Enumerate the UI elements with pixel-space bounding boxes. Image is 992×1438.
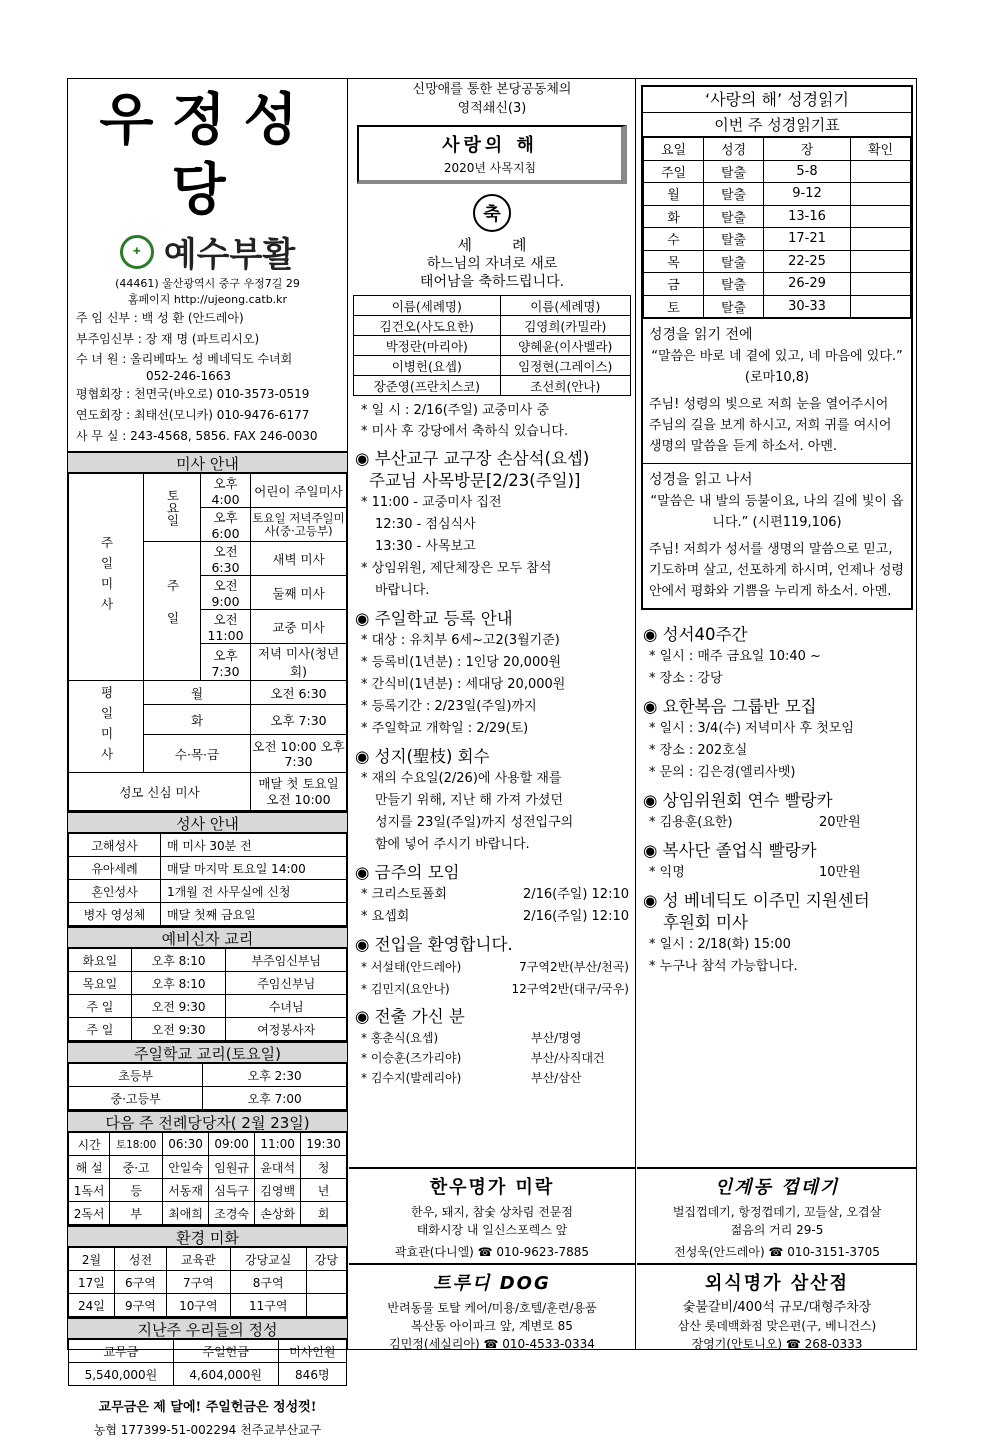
middle-column [349,79,636,1349]
prayer-before: 성경을 읽기 전에 “말씀은 바로 네 곁에 있고, 네 마음에 있다.” (로마10,8) 주님! 성령의 빛으로 저희 눈을 열어주시어 주님의 길을 보게 하시고, 저희 귀를 여시어 생명의 말씀을 듣게 하소서. 아멘. [643,318,911,457]
celebration-text: 태어남을 축하드립니다. [419,274,565,290]
address: (44461) 울산광역시 중구 우정7길 29 [115,277,300,290]
staff-line: 평협회장 : 천면국(바오로) 010-3573-0519 [76,387,310,401]
year-theme-sub: 2020년 사목지침 [443,161,537,175]
offering-slogan: 교무금은 제 달에! 주일헌금은 정성껏! [98,1400,317,1415]
ad-trudy-dog: 트루디 DOG 반려동물 토탈 케어/미용/호텔/훈련/용품 복산동 아이파크 앞, 계변로 85 김민정(세실리아) ☎ 010-4533-0334 [349,1263,635,1349]
parish-info [68,276,347,447]
sunday-school-heading: 주일학교 교리(토요일) [68,1041,347,1063]
check-cell[interactable] [851,273,911,296]
season-title: 예수부활 [163,235,296,275]
baptism-notes: * 일 시 : 2/16(주일) 교중미사 중 * 미사 후 강당에서 축하식 있습니다. [361,403,569,439]
liturgy-duty-heading: 다음 주 전례당당자( 2월 23일) [68,1110,347,1132]
sacrament-heading: 성사 안내 [68,811,347,833]
sunday-school-registration: ◉ 주일학교 등록 안내 * 대상 : 유치부 6세~고2(3월기준) * 등록비(1년분) : 1인당 20,000원 * 간식비(1년분) : 세대당 20,000원 * 등록기간 : 2/23일(주일)까지 * 주일학교 개학일 : 2/29(토) [355,609,566,736]
bible-reading-box: ‘사랑의 해’ 성경읽기 이번 주 성경읽기표 요일 성경 장 확인 주일 탈출 5-8 월 탈출 9-12 화 탈출 13-16 수 탈출 17-21 목 탈출 22-25 금 탈출 26-29 토 탈출 30-33 성경을 읽기 전에 “말씀은 바로 네 곁에 있고, 네 마음에 있다.” (로마10,8) 주님! 성령의 빛으로 저희 눈을 열어주시어 주님의 길을 보게 하시고, 저희 귀를 여시어 생명의 말씀을 듣게 하소서. 아멘. 성경을 읽고 나서 “말씀은 내 발의 등불이요, 나의 길에 빛이 옵니다.” (시편119,106) 주님! 저희가 성서를 생명의 말씀으로 믿고, 기도하며 살고, 선포하게 하시며, 언제나 성령 안에서 평화와 기쁨을 누리게 하소서. 아멘. [641,85,913,610]
sacrament-table: 고해성사 매 미사 30분 전 유아세례 매달 마지막 토요일 14:00 혼인성사 1개월 전 사무실에 신청 병자 영성체 매달 첫째 금요일 [68,833,347,926]
john-group-section: ◉ 요한복음 그룹반 모집 * 일시 : 3/4(수) 저녁미사 후 첫모임 * 장소 : 202호실 * 문의 : 김은경(엘리사벳) [643,697,854,780]
check-cell[interactable] [851,250,911,273]
left-column [68,79,348,1437]
ad-ingye-kkeopdegi: 인계동 껍데기 벌집껍데기, 항정껍데기, 꼬들살, 오겹살 젊음의 거리 29-5 전성욱(안드레아) ☎ 010-3151-3705 [637,1167,917,1263]
staff-line: 수 녀 원 : 올리베따노 성 베네딕도 수녀회 [76,352,293,366]
catechumen-table: 화요일 오후 8:10 부주임신부님 목요일 오후 8:10 주임신부님 주 일 오전 9:30 수녀님 주 일 오전 9:30 여정봉사자 [68,948,347,1041]
bible-reading-table: 요일 성경 장 확인 주일 탈출 5-8 월 탈출 9-12 화 탈출 13-16 수 탈출 17-21 목 탈출 22-25 금 탈출 26-29 토 탈출 30-33 [643,137,911,318]
year-theme-card [357,125,627,184]
staff-line: 사 무 실 : 243-4568, 5856. FAX 246-0030 [76,429,318,443]
parish-title: 우정성당 [99,87,316,223]
parish-logo-icon: ✚ [120,235,154,269]
welcome-section: ◉ 전입을 환영합니다. * 서설태(안드레아) 7구역2반(부산/천곡) * 김민지(요안나) 12구역2반(대구/국우) [355,935,629,996]
homepage-link[interactable]: 홈페이지 http://ujeong.catb.kr [127,293,288,306]
ad-mirak: 한우명가 미락 한우, 돼지, 참숯 상차림 전문점 태화시장 내 일신스포렉스 앞 곽효관(다니엘) ☎ 010-9623-7885 [349,1167,635,1263]
moved-out-section: ◉ 전출 가신 분 * 홍춘식(요셉) 부산/명영 * 이승훈(즈가리야) 부산/사직대건 * 김수지(발레리아) 부산/삼산 [355,1007,605,1085]
baptism-table: 이름(세례명) 이름(세례명) 김건오(사도요한) 김영희(카밀라) 박정란(마리아) 양혜윤(이사벨라) 이병헌(요셉) 임정현(그레이스) 장준영(프란치스코) 조선희(안나) [353,295,631,396]
check-cell[interactable] [851,295,911,318]
check-cell[interactable] [851,183,911,206]
mass-heading: 미사 안내 [68,451,347,473]
baptism-word: 세례 [457,236,567,254]
palm-return-section: ◉ 성지(聖枝) 회수 * 재의 수요일(2/26)에 사용할 재를 만들기 위해, 지난 해 가져 가셨던 성지를 23일(주일)까지 성전입구의 함에 넣어 주시기 바랍니다. [355,747,574,852]
staff-line: 052-246-1663 [146,369,232,383]
offering-table: 교무금 주일헌금 미사인원 5,540,000원 4,604,000원 846명 [68,1339,347,1386]
staff-line: 주 임 신부 : 백 성 환 (안드레아) [76,311,244,325]
celebration-text: 하느님의 자녀로 새로 [426,256,558,272]
right-column [637,79,917,1349]
check-cell[interactable] [851,228,911,251]
season-row [68,227,347,276]
catechumen-heading: 예비신자 교리 [68,926,347,948]
committee-donation-section: ◉ 상임위원회 연수 빨랑카 * 김용훈(요한) 20만원 [643,791,861,830]
year-theme-title: 사랑의 해 [442,135,538,156]
bible40-section: ◉ 성서40주간 * 일시 : 매주 금요일 10:40 ~ * 장소 : 강당 [643,625,821,686]
bank-account: 농협 177399-51-002294 천주교부산교구 [93,1423,322,1437]
baptism-celebration [349,194,635,291]
bishop-visit-section: ◉ 부산교구 교구장 손삼석(요셉) 주교님 사목방문[2/23(주일)] * 11:00 - 교중미사 집전 12:30 - 점심식사 13:30 - 사목보고 * 상임위원, 제단체장은 모두 참석 바랍니다. [355,449,590,598]
check-cell[interactable] [851,205,911,228]
environment-heading: 환경 미화 [68,1225,347,1247]
check-cell[interactable] [851,160,911,183]
prayer-after: 성경을 읽고 나서 “말씀은 내 발의 등불이요, 나의 길에 빛이 옵니다.” (시편119,106) 주님! 저희가 성서를 생명의 말씀으로 믿고, 기도하며 살고, 선포하게 하시며, 언제나 성령 안에서 평화와 기쁨을 누리게 하소서. 아멘. [643,463,911,602]
ad-samsan: 외식명가 삼산점 숯불갈비/400석 규모/대형주차장 삼산 롯데백화점 맞은편(구, 베니건스) 장영기(안토니오) ☎ 268-0333 [637,1263,917,1349]
offering-heading: 지난주 우리들의 정성 [68,1317,347,1339]
staff-line: 연도회장 : 최태선(모니카) 010-9476-6177 [76,408,310,422]
meetings-section: ◉ 금주의 모임 * 크리스토폴회 2/16(주일) 12:10 * 요셉회 2/16(주일) 12:10 [355,863,629,924]
celebration-icon: 축 [473,194,511,232]
sunday-school-table: 초등부 오후 2:30 중·고등부 오후 7:00 [68,1063,347,1110]
liturgy-duty-table: 시간 토18:00 06:30 09:00 11:00 19:30 해 설 중·고 안일숙 임원규 윤대석 청 1독서 등 서동재 심득구 김영백 년 2독서 부 최애희 조경숙 손상화 회 [68,1132,347,1225]
staff-line: 부주임신부 : 장 재 명 (파트리시오) [76,332,260,346]
pastoral-theme-sub: 영적쇄신(3) [457,101,527,116]
pastoral-theme: 신망애를 통한 본당공동체의 [412,82,572,97]
mass-table: 주일미사 토요일 오후 4:00 어린이 주일미사 오후 6:00 토요일 저녁주일미사(중·고등부) 주일 오전 6:30 새벽 미사 오전 9:00 둘째 미사 오전11:00 교중 미사 오후 7:30 저녁 미사(청년회) 평일미사 월 오전 6:30 화 오후 7:30 수·목·금 오전 10:00 오후 7:30 성모 신심 미사 매달 첫 토요일 오전 10:00 [68,473,347,811]
migrant-center-section: ◉ 성 베네딕도 이주민 지원센터 후원회 미사 * 일시 : 2/18(화) 15:00 * 누구나 참석 가능합니다. [643,891,870,974]
altar-server-donation-section: ◉ 복사단 졸업식 빨랑카 * 익명 10만원 [643,841,861,880]
bulletin [67,78,917,1437]
environment-table: 2월 성전 교육관 강당교실 강당 17일 6구역 7구역 8구역 24일 9구역 10구역 11구역 [68,1247,347,1317]
